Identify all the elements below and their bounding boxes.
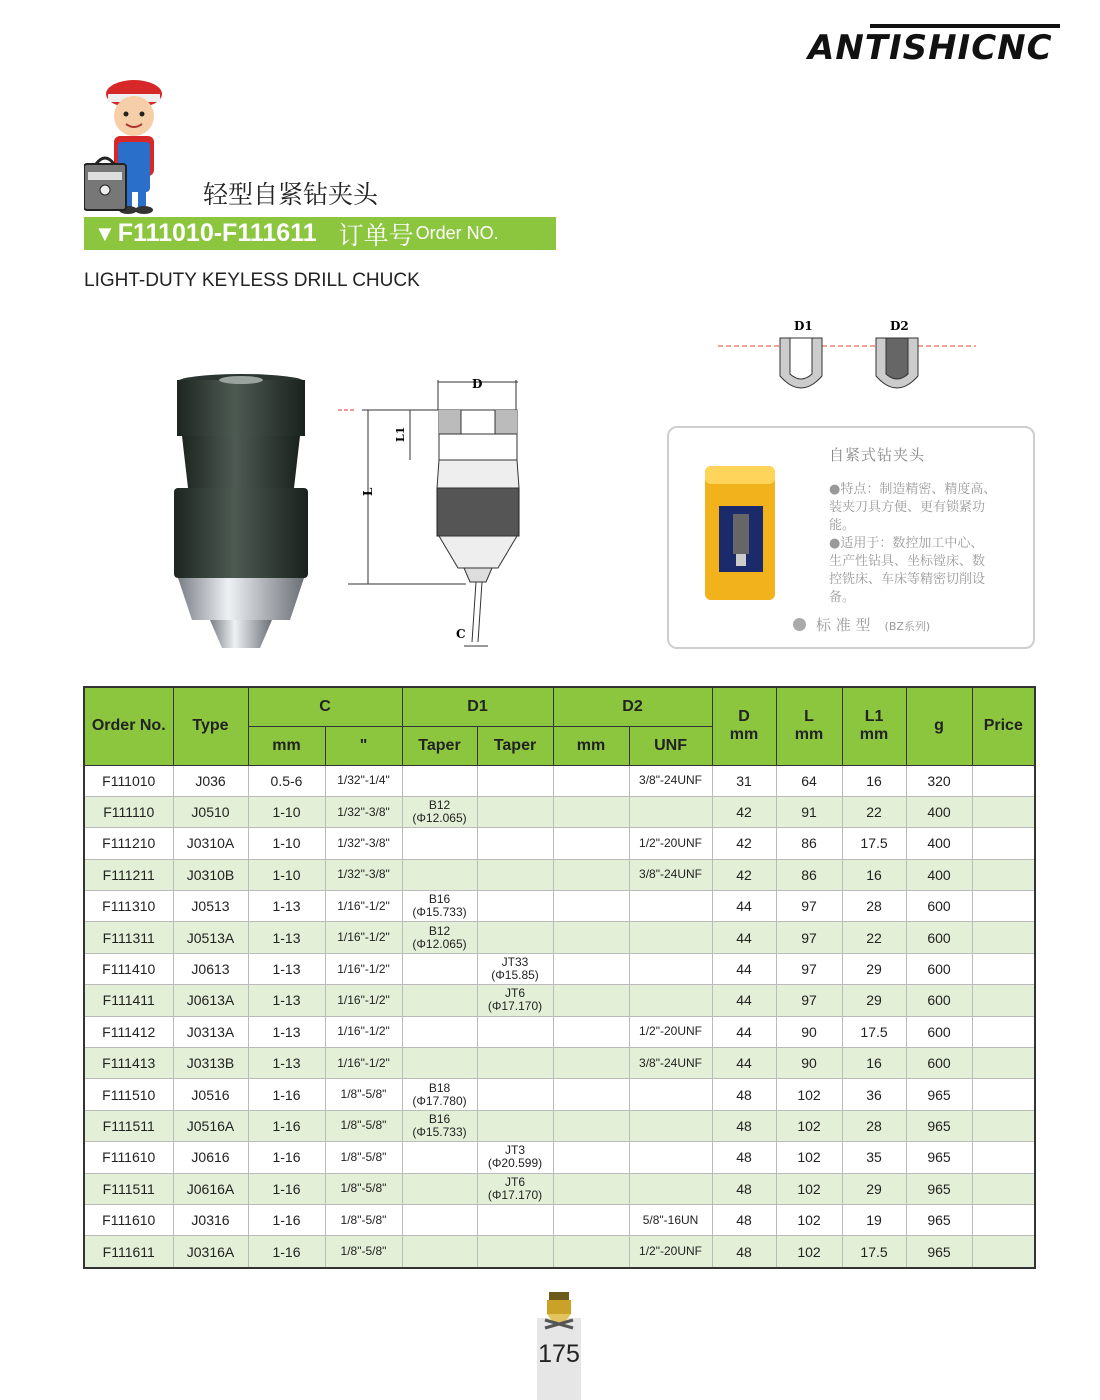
table-cell: 22 [842, 922, 906, 953]
table-cell: 102 [776, 1142, 842, 1173]
table-cell: 3/8"-24UNF [629, 1048, 712, 1079]
table-cell: 44 [712, 1048, 776, 1079]
table-cell: J0310B [173, 859, 248, 890]
table-cell: 102 [776, 1110, 842, 1141]
table-cell: 44 [712, 985, 776, 1016]
table-row [84, 828, 1035, 859]
header-l1: L1 mm [842, 687, 906, 765]
drill-chuck-mini-icon [541, 1290, 577, 1330]
table-cell [402, 1016, 477, 1047]
table-cell [402, 1142, 477, 1173]
table-cell: 1-13 [248, 985, 325, 1016]
table-cell: 102 [776, 1173, 842, 1204]
table-cell [972, 1142, 1035, 1173]
header-type: Type [173, 687, 248, 765]
order-label-en: Order NO. [415, 223, 499, 243]
table-cell: 97 [776, 891, 842, 922]
table-cell: 90 [776, 1016, 842, 1047]
table-cell: 965 [906, 1173, 972, 1204]
table-cell: 17.5 [842, 1016, 906, 1047]
table-cell: 1/8"-5/8" [325, 1079, 402, 1110]
header-g: g [906, 687, 972, 765]
table-cell: 400 [906, 828, 972, 859]
table-cell [402, 1048, 477, 1079]
table-cell: 600 [906, 985, 972, 1016]
header-d: D mm [712, 687, 776, 765]
order-number-banner [84, 217, 556, 250]
table-cell: 28 [842, 891, 906, 922]
table-cell: 1/32"-3/8" [325, 796, 402, 827]
table-cell [402, 828, 477, 859]
product-info-box [667, 426, 1035, 649]
table-cell: 19 [842, 1204, 906, 1235]
table-cell [972, 891, 1035, 922]
table-cell: F111610 [84, 1204, 173, 1235]
table-cell: J0316A [173, 1236, 248, 1268]
table-row [84, 953, 1035, 984]
table-cell: B18 (Φ17.780) [402, 1079, 477, 1110]
table-cell: 16 [842, 1048, 906, 1079]
table-row [84, 922, 1035, 953]
d1-d2-section-diagram [718, 316, 978, 400]
header-order-no: Order No. [84, 687, 173, 765]
table-cell: B12 (Φ12.065) [402, 922, 477, 953]
table-cell: 22 [842, 796, 906, 827]
table-cell: 42 [712, 828, 776, 859]
table-cell [553, 1079, 629, 1110]
table-cell [553, 891, 629, 922]
table-cell: 1-10 [248, 796, 325, 827]
table-cell: 965 [906, 1110, 972, 1141]
table-cell [972, 1204, 1035, 1235]
table-cell: 44 [712, 922, 776, 953]
header-price: Price [972, 687, 1035, 765]
table-cell: 1/16"-1/2" [325, 922, 402, 953]
table-cell [972, 859, 1035, 890]
table-cell: 36 [842, 1079, 906, 1110]
label-d1: D1 [794, 319, 813, 333]
info-line: ●特点：制造精密、精度高、 [829, 482, 997, 497]
spec-table [83, 686, 1036, 1269]
table-cell: 17.5 [842, 1236, 906, 1268]
table-cell: 28 [842, 1110, 906, 1141]
table-cell: B16 (Φ15.733) [402, 891, 477, 922]
table-cell [972, 828, 1035, 859]
table-cell [553, 796, 629, 827]
table-cell: F111410 [84, 953, 173, 984]
order-label-cn: 订单号 [338, 220, 414, 250]
table-cell: F111510 [84, 1079, 173, 1110]
table-cell [402, 1173, 477, 1204]
table-cell: 1-16 [248, 1236, 325, 1268]
standard-type [793, 614, 930, 635]
table-cell: 600 [906, 1048, 972, 1079]
table-cell [553, 828, 629, 859]
table-cell: F111611 [84, 1236, 173, 1268]
table-cell [553, 922, 629, 953]
header-d1-taper-jt: Taper [477, 726, 553, 765]
table-cell [629, 985, 712, 1016]
table-cell [477, 1079, 553, 1110]
table-cell: 600 [906, 1016, 972, 1047]
table-cell: 86 [776, 859, 842, 890]
table-cell: 0.5-6 [248, 765, 325, 796]
table-cell: 48 [712, 1110, 776, 1141]
table-cell: 1/2"-20UNF [629, 828, 712, 859]
table-cell: 1/16"-1/2" [325, 891, 402, 922]
table-cell: J0313A [173, 1016, 248, 1047]
table-cell [629, 953, 712, 984]
table-cell: 102 [776, 1236, 842, 1268]
table-cell: 17.5 [842, 828, 906, 859]
table-cell: 965 [906, 1236, 972, 1268]
header-d1: D1 [402, 687, 553, 726]
table-cell: 90 [776, 1048, 842, 1079]
table-cell: 29 [842, 1173, 906, 1204]
table-cell: 48 [712, 1173, 776, 1204]
table-cell: 1/16"-1/2" [325, 953, 402, 984]
table-cell: J036 [173, 765, 248, 796]
table-cell: 1/2"-20UNF [629, 1236, 712, 1268]
table-cell [477, 1048, 553, 1079]
table-cell: 97 [776, 922, 842, 953]
table-cell: 48 [712, 1142, 776, 1173]
table-row [84, 985, 1035, 1016]
table-row [84, 1016, 1035, 1047]
table-cell: 29 [842, 985, 906, 1016]
table-cell: J0516A [173, 1110, 248, 1141]
table-row [84, 1173, 1035, 1204]
page-number-tab [537, 1318, 581, 1400]
header-c: C [248, 687, 402, 726]
table-cell: 5/8"-16UN [629, 1204, 712, 1235]
table-cell: 1/32"-3/8" [325, 828, 402, 859]
info-line: 控铣床、车床等精密切削设 [829, 572, 986, 587]
table-cell: 400 [906, 859, 972, 890]
table-cell [402, 1204, 477, 1235]
header-d2: D2 [553, 687, 712, 726]
table-cell: J0510 [173, 796, 248, 827]
table-cell: JT3 (Φ20.599) [477, 1142, 553, 1173]
table-cell: 1-16 [248, 1204, 325, 1235]
table-cell [629, 1079, 712, 1110]
info-line: 装夹刀具方便、更有锁紧功 [829, 500, 986, 515]
table-cell: 48 [712, 1079, 776, 1110]
table-cell [553, 859, 629, 890]
table-cell: F111210 [84, 828, 173, 859]
table-cell [477, 922, 553, 953]
table-cell [402, 985, 477, 1016]
series-label: (BZ系列) [884, 620, 931, 633]
table-cell: 35 [842, 1142, 906, 1173]
brand-name: ANTISHICNC [808, 28, 1053, 68]
table-cell: 91 [776, 796, 842, 827]
header-c-inch: " [325, 726, 402, 765]
table-cell [477, 796, 553, 827]
table-cell [477, 891, 553, 922]
table-row [84, 859, 1035, 890]
table-cell: F111310 [84, 891, 173, 922]
table-row [84, 765, 1035, 796]
table-cell [629, 796, 712, 827]
table-cell [553, 1110, 629, 1141]
table-cell: 97 [776, 985, 842, 1016]
table-cell [972, 922, 1035, 953]
label-l1: L1 [394, 426, 407, 442]
brand-logo [808, 24, 1060, 68]
table-cell [972, 1110, 1035, 1141]
title-chinese: 轻型自紧钻夹头 [203, 180, 379, 209]
label-c: C [456, 627, 466, 641]
table-cell: 600 [906, 891, 972, 922]
table-cell: 44 [712, 1016, 776, 1047]
header-d2-mm: mm [553, 726, 629, 765]
table-cell: 1/8"-5/8" [325, 1110, 402, 1141]
info-line: 能。 [829, 518, 856, 533]
table-row [84, 1204, 1035, 1235]
table-cell: 1-16 [248, 1110, 325, 1141]
table-cell: 1-13 [248, 953, 325, 984]
table-row [84, 1142, 1035, 1173]
table-cell [972, 1173, 1035, 1204]
table-cell: 1-13 [248, 891, 325, 922]
table-cell: 965 [906, 1079, 972, 1110]
table-cell: 44 [712, 891, 776, 922]
table-cell: 1/8"-5/8" [325, 1173, 402, 1204]
table-cell [972, 765, 1035, 796]
table-row [84, 1048, 1035, 1079]
header-d2-unf: UNF [629, 726, 712, 765]
table-cell [972, 1079, 1035, 1110]
table-cell: JT6 (Φ17.170) [477, 985, 553, 1016]
product-box-icon [705, 462, 781, 604]
drill-chuck-photo [168, 372, 314, 662]
table-cell: F111010 [84, 765, 173, 796]
table-cell: 42 [712, 796, 776, 827]
table-cell [972, 1236, 1035, 1268]
header-c-mm: mm [248, 726, 325, 765]
drill-chuck-dimension-diagram [338, 372, 528, 654]
table-cell: 48 [712, 1204, 776, 1235]
table-cell [553, 1048, 629, 1079]
table-cell [553, 1173, 629, 1204]
title-english: LIGHT-DUTY KEYLESS DRILL CHUCK [84, 270, 420, 291]
table-cell: F111511 [84, 1173, 173, 1204]
table-cell [477, 1236, 553, 1268]
table-cell: 1/32"-1/4" [325, 765, 402, 796]
table-cell [629, 1173, 712, 1204]
table-cell [553, 1204, 629, 1235]
header-d1-taper-b: Taper [402, 726, 477, 765]
table-cell [477, 765, 553, 796]
table-cell [402, 859, 477, 890]
table-row [84, 796, 1035, 827]
table-cell: 16 [842, 859, 906, 890]
table-cell [553, 1016, 629, 1047]
info-line: 生产性钻具、坐标镗床、数 [829, 554, 986, 569]
table-cell: 1/16"-1/2" [325, 1016, 402, 1047]
table-cell: 320 [906, 765, 972, 796]
table-cell: 1/32"-3/8" [325, 859, 402, 890]
table-cell: 48 [712, 1236, 776, 1268]
table-cell [972, 1048, 1035, 1079]
bullet-dot-icon [793, 618, 806, 631]
label-d2: D2 [890, 319, 909, 333]
table-cell: 64 [776, 765, 842, 796]
table-cell: J0513 [173, 891, 248, 922]
table-cell [629, 1142, 712, 1173]
table-cell: 1/16"-1/2" [325, 1048, 402, 1079]
table-cell [402, 1236, 477, 1268]
table-cell: F111411 [84, 985, 173, 1016]
table-cell: J0613 [173, 953, 248, 984]
order-range: F111010-F111611 [117, 219, 317, 247]
table-cell: J0513A [173, 922, 248, 953]
table-cell: J0316 [173, 1204, 248, 1235]
table-cell [553, 765, 629, 796]
table-cell [972, 1016, 1035, 1047]
down-triangle-icon: ▼ [94, 220, 116, 246]
table-cell [477, 1110, 553, 1141]
table-cell: F111311 [84, 922, 173, 953]
table-cell: 1-16 [248, 1079, 325, 1110]
table-cell [629, 891, 712, 922]
table-cell: F111211 [84, 859, 173, 890]
table-cell: 965 [906, 1204, 972, 1235]
table-row [84, 1079, 1035, 1110]
info-line: 备。 [829, 590, 856, 605]
table-cell [972, 953, 1035, 984]
table-cell: 600 [906, 922, 972, 953]
label-l: L [361, 487, 375, 496]
table-cell: B16 (Φ15.733) [402, 1110, 477, 1141]
table-cell: 31 [712, 765, 776, 796]
table-row [84, 1236, 1035, 1268]
table-cell: F111511 [84, 1110, 173, 1141]
table-cell: J0616A [173, 1173, 248, 1204]
table-cell: F111413 [84, 1048, 173, 1079]
table-cell: J0310A [173, 828, 248, 859]
table-cell: J0613A [173, 985, 248, 1016]
page-number: 175 [538, 1340, 580, 1368]
table-cell: 600 [906, 953, 972, 984]
table-cell: 1/8"-5/8" [325, 1142, 402, 1173]
table-cell: JT33 (Φ15.85) [477, 953, 553, 984]
table-cell: 1-13 [248, 922, 325, 953]
table-cell: 3/8"-24UNF [629, 765, 712, 796]
table-cell [972, 985, 1035, 1016]
table-cell [553, 1236, 629, 1268]
table-cell: 29 [842, 953, 906, 984]
table-cell [402, 765, 477, 796]
table-cell: F111412 [84, 1016, 173, 1047]
standard-label: 标 准 型 [816, 616, 871, 634]
table-cell: 1-13 [248, 1048, 325, 1079]
table-row [84, 1110, 1035, 1141]
table-cell: 1/2"-20UNF [629, 1016, 712, 1047]
table-cell: 1-10 [248, 828, 325, 859]
table-cell: J0313B [173, 1048, 248, 1079]
table-cell [629, 1110, 712, 1141]
info-line: ●适用于：数控加工中心、 [829, 536, 984, 551]
table-cell: B12 (Φ12.065) [402, 796, 477, 827]
table-cell [402, 953, 477, 984]
info-title: 自紧式钻夹头 [829, 446, 926, 464]
table-cell: 1-13 [248, 1016, 325, 1047]
table-cell: 1/16"-1/2" [325, 985, 402, 1016]
table-cell: 16 [842, 765, 906, 796]
table-cell: 97 [776, 953, 842, 984]
table-cell [477, 1204, 553, 1235]
table-cell: F111610 [84, 1142, 173, 1173]
header-l: L mm [776, 687, 842, 765]
table-cell: JT6 (Φ17.170) [477, 1173, 553, 1204]
table-cell: 42 [712, 859, 776, 890]
table-cell: 102 [776, 1204, 842, 1235]
table-cell: 44 [712, 953, 776, 984]
table-cell: J0616 [173, 1142, 248, 1173]
table-cell [553, 985, 629, 1016]
table-cell: 86 [776, 828, 842, 859]
table-cell: 1-10 [248, 859, 325, 890]
table-row [84, 891, 1035, 922]
table-cell [972, 796, 1035, 827]
table-cell: 102 [776, 1079, 842, 1110]
table-cell: 1/8"-5/8" [325, 1236, 402, 1268]
mascot-worker-icon [84, 72, 190, 217]
table-cell [629, 922, 712, 953]
table-cell: 965 [906, 1142, 972, 1173]
table-cell: 1/8"-5/8" [325, 1204, 402, 1235]
table-cell: 400 [906, 796, 972, 827]
table-cell [477, 859, 553, 890]
table-cell [553, 953, 629, 984]
table-cell: 3/8"-24UNF [629, 859, 712, 890]
table-cell: 1-16 [248, 1142, 325, 1173]
table-cell: 1-16 [248, 1173, 325, 1204]
label-d: D [472, 377, 483, 391]
table-cell [553, 1142, 629, 1173]
table-cell: F111110 [84, 796, 173, 827]
table-cell [477, 828, 553, 859]
table-cell [477, 1016, 553, 1047]
table-cell: J0516 [173, 1079, 248, 1110]
